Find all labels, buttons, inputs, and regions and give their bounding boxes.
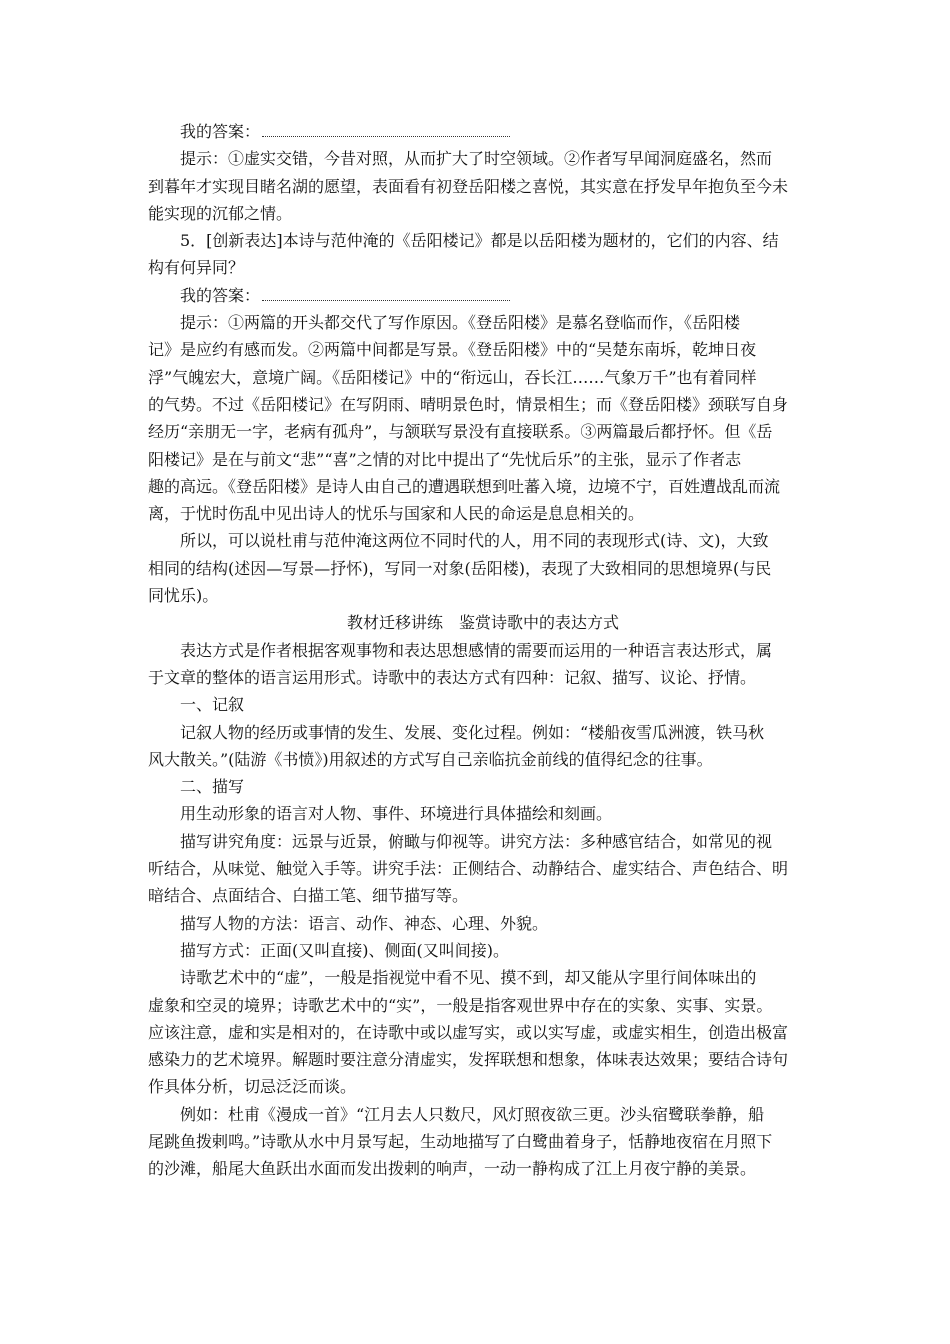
- virtual-real-line: 诗歌艺术中的“虚”，一般是指视觉中看不见、摸不到，却又能从字里行间体味出的: [180, 968, 757, 988]
- narration-line: 风大散关。”(陆游《书愤》)用叙述的方式写自己亲临抗金前线的值得纪念的往事。: [148, 749, 713, 769]
- description-modes: 描写方式：正面(又叫直接)、侧面(又叫间接)。: [180, 940, 509, 960]
- summary-paragraph: [148, 527, 818, 609]
- answer-blank[interactable]: [262, 122, 510, 137]
- virtual-real-paragraph: [148, 964, 818, 1100]
- summary-line: 相同的结构(述因—写景—抒怀)，写同一对象(岳阳楼)，表现了大致相同的思想境界(与民: [148, 558, 772, 578]
- hint-5: [148, 309, 818, 527]
- intro-line: 于文章的整体的语言运用形式。诗歌中的表达方式有四种：记叙、描写、议论、抒情。: [148, 667, 757, 687]
- description-techniques-line: 描写讲究角度：远景与近景，俯瞰与仰视等。讲究方法：多种感官结合，如常见的视: [180, 831, 773, 851]
- question-5: [148, 227, 818, 282]
- hint-5-line: 浮”气魄宏大，意境广阔。《岳阳楼记》中的“衔远山，吞长江……气象万千”也有着同样: [148, 367, 757, 387]
- hint-5-line: 阳楼记》是在与前文“悲”“喜”之情的对比中提出了“先忧后乐”的主张，显示了作者志: [148, 449, 742, 469]
- example-line: 尾跳鱼拨剌鸣。”诗歌从水中月景写起，生动地描写了白鹭曲着身子，恬静地夜宿在月照下: [148, 1131, 773, 1151]
- hint-5-line: 记》是应约有感而发。②两篇中间都是写景。《登岳阳楼》中的“吴楚东南坼，乾坤日夜: [148, 340, 757, 360]
- description-definition: 用生动形象的语言对人物、事件、环境进行具体描绘和刻画。: [180, 804, 613, 824]
- hint-4-line: 能实现的沉郁之情。: [148, 203, 293, 223]
- hint-5-line: 趣的高远。《登岳阳楼》是诗人由自己的遭遇联想到吐蕃入境，边境不宁，百姓遭战乱而流: [148, 476, 781, 496]
- summary-line: 所以，可以说杜甫与范仲淹这两位不同时代的人，用不同的表现形式(诗、文)，大致: [180, 531, 769, 551]
- narration-paragraph: [148, 719, 818, 774]
- virtual-real-line: 感染力的艺术境界。解题时要注意分清虚实，发挥联想和想象，体味表达效果；要结合诗句: [148, 1050, 789, 1070]
- answer-label: 我的答案：: [180, 122, 261, 141]
- description-techniques-line: 听结合，从味觉、触觉入手等。讲究手法：正侧结合、动静结合、虚实结合、声色结合、明: [148, 859, 789, 879]
- character-description-methods: 描写人物的方法：语言、动作、神态、心理、外貌。: [180, 913, 549, 933]
- answer-label: 我的答案：: [180, 285, 261, 305]
- virtual-real-line: 应该注意，虚和实是相对的，在诗歌中或以虚写实，或以实写虚，或虚实相生，创造出极富: [148, 1022, 789, 1042]
- hint-5-line: 离，于忧时伤乱中见出诗人的忧乐与国家和人民的命运是息息相关的。: [148, 504, 645, 524]
- example-paragraph: [148, 1101, 818, 1183]
- description-techniques-line: 暗结合、点面结合、白描工笔、细节描写等。: [148, 886, 469, 906]
- narration-line: 记叙人物的经历或事情的发生、发展、变化过程。例如：“楼船夜雪瓜洲渡，铁马秋: [180, 722, 765, 742]
- heading-description: 二、描写: [180, 777, 245, 797]
- document-page: [148, 118, 818, 1183]
- question-5-line: 构有何异同？: [148, 258, 245, 278]
- answer-blank[interactable]: [262, 286, 510, 301]
- answer-prompt: [148, 282, 818, 309]
- virtual-real-line: 作具体分析，切忌泛泛而谈。: [148, 1077, 357, 1097]
- hint-4: [148, 145, 818, 227]
- summary-line: 同忧乐)。: [148, 586, 219, 606]
- heading-narration: 一、记叙: [180, 695, 245, 715]
- example-line: 例如：杜甫《漫成一首》“江月去人只数尺，风灯照夜欲三更。沙头宿鹭联拳静，船: [180, 1104, 765, 1124]
- question-5-line: 5．[创新表达]本诗与范仲淹的《岳阳楼记》都是以岳阳楼为题材的，它们的内容、结: [180, 231, 779, 251]
- virtual-real-line: 虚象和空灵的境界；诗歌艺术中的“实”，一般是指客观世界中存在的实象、实事、实景。: [148, 995, 773, 1015]
- intro-line: 表达方式是作者根据客观事物和表达思想感情的需要而运用的一种语言表达形式，属: [180, 640, 773, 660]
- intro-paragraph: [148, 637, 818, 692]
- section-title: 教材迁移讲练 鉴赏诗歌中的表达方式: [346, 613, 619, 633]
- answer-prompt: [148, 118, 818, 145]
- hint-5-line: 的气势。不过《岳阳楼记》在写阴雨、晴明景色时，情景相生；而《登岳阳楼》颈联写自身: [148, 394, 789, 414]
- description-techniques: [148, 828, 818, 910]
- hint-4-line: 提示：①虚实交错，今昔对照，从而扩大了时空领域。②作者写早闻洞庭盛名，然而: [180, 149, 773, 169]
- example-line: 的沙滩，船尾大鱼跃出水面而发出拨剌的响声，一动一静构成了江上月夜宁静的美景。: [148, 1159, 757, 1179]
- hint-5-line: 提示：①两篇的开头都交代了写作原因。《登岳阳楼》是慕名登临而作，《岳阳楼: [180, 313, 741, 333]
- hint-5-line: 经历“亲朋无一字，老病有孤舟”，与颔联写景没有直接联系。③两篇最后都抒怀。但《岳: [148, 422, 773, 442]
- hint-4-line: 到暮年才实现目睹名湖的愿望，表面看有初登岳阳楼之喜悦，其实意在抒发早年抱负至今未: [148, 176, 789, 196]
